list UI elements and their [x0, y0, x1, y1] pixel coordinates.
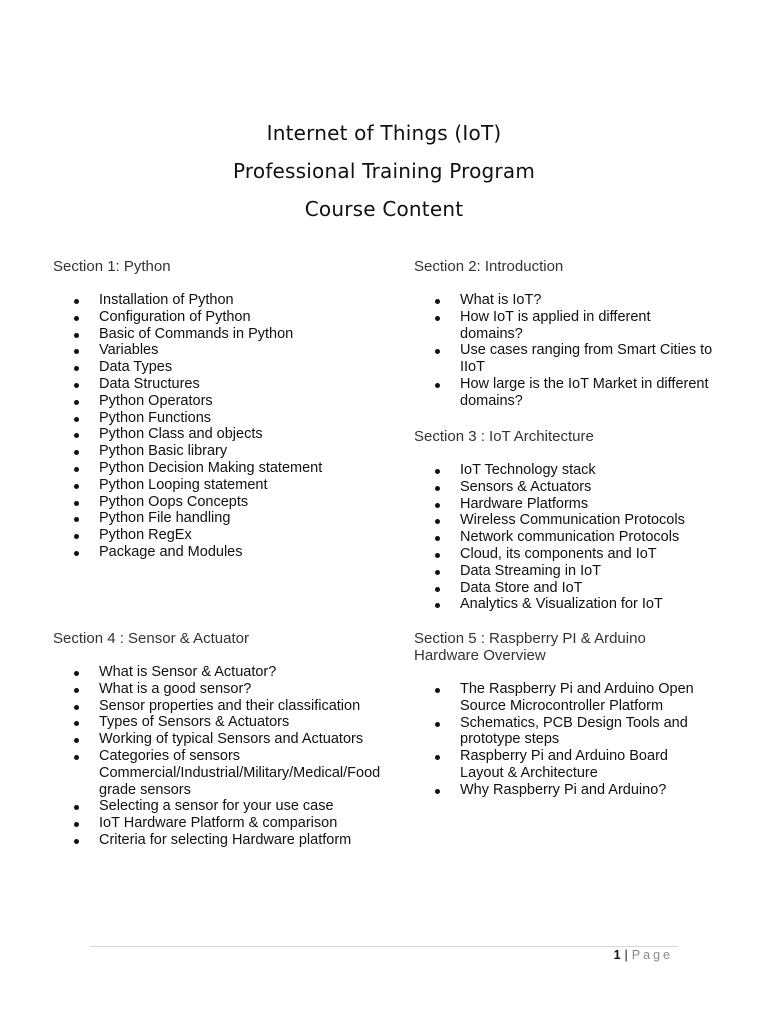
list-item — [53, 376, 383, 393]
bullet-icon — [74, 705, 79, 710]
title-line-2: Professional Training Program — [232, 159, 535, 183]
list-item-text: Cloud, its components and IoT — [460, 545, 657, 562]
list-item-text: Data Store and IoT — [460, 579, 583, 596]
list-item-text: Sensor properties and their classification — [99, 697, 361, 714]
list-item-text: Python RegEx — [99, 527, 192, 544]
list-item-text: Python Oops Concepts — [99, 493, 249, 510]
section-python — [53, 258, 383, 561]
list-item-text: Configuration of Python — [99, 308, 251, 325]
list-item-text: What is Sensor & Actuator? — [99, 664, 277, 680]
list-item — [53, 681, 408, 698]
list-item-text: Package and Modules — [99, 543, 243, 560]
bullet-icon — [74, 671, 79, 676]
list-item — [414, 748, 714, 782]
list-item — [414, 715, 714, 749]
list-item — [414, 342, 714, 376]
list-item — [414, 512, 714, 529]
list-item-text: IoT Hardware Platform & comparison — [99, 815, 338, 832]
list-item — [53, 393, 383, 410]
list-item-text: Python Looping statement — [99, 476, 268, 493]
list-item-text: Sensors & Actuators — [460, 478, 592, 495]
list-item-text: Criteria for selecting Hardware platform — [99, 831, 352, 848]
section-sensor-actuator — [53, 630, 408, 849]
section-introduction — [414, 258, 714, 410]
section-item-list — [53, 292, 383, 561]
bullet-icon — [74, 433, 79, 438]
bullet-icon — [435, 316, 440, 321]
list-item-text: IoT Technology stack — [460, 462, 596, 478]
list-item — [53, 359, 383, 376]
bullet-icon — [435, 349, 440, 354]
section-raspberry-arduino — [414, 630, 714, 799]
bullet-icon — [435, 519, 440, 524]
list-item-text: Categories of sensors Commercial/Industrial/Military/Medical/Food grade sensors — [99, 747, 381, 798]
list-item — [53, 527, 383, 544]
bullet-icon — [74, 534, 79, 539]
list-item-text: Hardware Platforms — [460, 495, 589, 512]
list-item — [53, 731, 408, 748]
list-item — [414, 580, 714, 597]
list-item-text: Types of Sensors & Actuators — [99, 714, 290, 731]
page-label: Page — [631, 948, 673, 962]
bullet-icon — [74, 721, 79, 726]
list-item — [414, 596, 714, 613]
list-item-text: What is IoT? — [460, 292, 542, 308]
list-item — [53, 815, 408, 832]
list-item-text: Analytics & Visualization for IoT — [460, 596, 663, 613]
list-item — [53, 832, 408, 849]
bullet-icon — [74, 839, 79, 844]
list-item-text: Schematics, PCB Design Tools and prototype steps — [460, 714, 688, 748]
list-item — [53, 309, 383, 326]
bullet-icon — [74, 366, 79, 371]
list-item-text: Raspberry Pi and Arduino Board Layout & Architecture — [460, 748, 668, 781]
list-item — [53, 326, 383, 343]
bullet-icon — [74, 417, 79, 422]
title-line-3: Course Content — [304, 197, 464, 221]
bullet-icon — [435, 486, 440, 491]
list-item — [53, 460, 383, 477]
section-heading: Section 4 : Sensor & Actuator — [53, 630, 249, 647]
bullet-icon — [435, 536, 440, 541]
bullet-icon — [74, 450, 79, 455]
list-item-text: Network communication Protocols — [460, 529, 680, 546]
bullet-icon — [435, 570, 440, 575]
bullet-icon — [435, 299, 440, 304]
bullet-icon — [74, 467, 79, 472]
bullet-icon — [74, 517, 79, 522]
list-item-text: Python File handling — [99, 510, 231, 527]
bullet-icon — [74, 349, 79, 354]
bullet-icon — [435, 503, 440, 508]
list-item — [53, 443, 383, 460]
bullet-icon — [74, 400, 79, 405]
section-heading: Section 1: Python — [53, 258, 171, 275]
bullet-icon — [74, 484, 79, 489]
list-item-text: How large is the IoT Market in different domains? — [460, 375, 709, 409]
list-item — [53, 698, 408, 715]
list-item — [53, 410, 383, 427]
document-title — [0, 114, 768, 228]
list-item — [414, 462, 714, 479]
bullet-icon — [74, 299, 79, 304]
bullet-icon — [74, 822, 79, 827]
list-item-text: Data Structures — [99, 375, 200, 392]
bullet-icon — [74, 316, 79, 321]
list-item-text: Python Class and objects — [99, 426, 263, 443]
list-item — [414, 376, 714, 410]
list-item-text: Why Raspberry Pi and Arduino? — [460, 781, 667, 798]
list-item — [414, 529, 714, 546]
bullet-icon — [74, 383, 79, 388]
list-item-text: Wireless Communication Protocols — [460, 512, 685, 529]
list-item-text: Python Basic library — [99, 443, 228, 460]
bullet-icon — [74, 333, 79, 338]
list-item — [53, 477, 383, 494]
list-item-text: The Raspberry Pi and Arduino Open Source Microcontroller Platform — [460, 681, 694, 714]
list-item — [414, 479, 714, 496]
bullet-icon — [74, 688, 79, 693]
bullet-icon — [435, 603, 440, 608]
bullet-icon — [435, 688, 440, 693]
bullet-icon — [435, 553, 440, 558]
list-item — [414, 681, 714, 715]
bullet-icon — [74, 738, 79, 743]
list-item-text: Data Types — [99, 359, 173, 376]
list-item — [414, 309, 714, 343]
list-item — [414, 782, 714, 799]
list-item — [53, 292, 383, 309]
page-number: 1 — [613, 948, 621, 962]
list-item — [53, 510, 383, 527]
list-item-text: Python Functions — [99, 409, 212, 426]
bullet-icon — [74, 551, 79, 556]
bullet-icon — [435, 755, 440, 760]
list-item — [53, 426, 383, 443]
list-item — [53, 544, 383, 561]
list-item — [53, 798, 408, 815]
list-item-text: Python Operators — [99, 392, 213, 409]
list-item — [53, 342, 383, 359]
bullet-icon — [435, 383, 440, 388]
list-item-text: Use cases ranging from Smart Cities to IIoT — [460, 342, 713, 376]
section-item-list — [414, 681, 714, 799]
section-heading: Section 5 : Raspberry PI & Arduino Hardware Overview — [414, 630, 646, 664]
list-item — [414, 546, 714, 563]
list-item-text: Variables — [99, 342, 159, 359]
bullet-icon — [435, 587, 440, 592]
title-line-1: Internet of Things (IoT) — [266, 121, 502, 145]
list-item — [414, 292, 714, 309]
section-heading: Section 3 : IoT Architecture — [414, 428, 594, 445]
list-item — [414, 563, 714, 580]
footer-divider — [90, 946, 678, 947]
list-item — [53, 664, 408, 681]
list-item-text: Working of typical Sensors and Actuators — [99, 731, 364, 748]
list-item — [53, 748, 408, 798]
section-heading: Section 2: Introduction — [414, 258, 564, 275]
list-item-text: Python Decision Making statement — [99, 459, 323, 476]
list-item — [414, 496, 714, 513]
list-item — [53, 494, 383, 511]
list-item-text: Basic of Commands in Python — [99, 325, 294, 342]
page-footer — [614, 947, 673, 963]
bullet-icon — [74, 755, 79, 760]
footer-separator: | — [624, 948, 628, 962]
list-item-text: Installation of Python — [99, 292, 234, 308]
bullet-icon — [74, 805, 79, 810]
list-item-text: Selecting a sensor for your use case — [99, 798, 334, 815]
section-iot-architecture — [414, 428, 714, 613]
section-item-list — [414, 292, 714, 410]
section-item-list — [53, 664, 408, 849]
bullet-icon — [435, 469, 440, 474]
list-item-text: How IoT is applied in different domains? — [460, 308, 651, 342]
bullet-icon — [435, 789, 440, 794]
section-item-list — [414, 462, 714, 613]
list-item-text: Data Streaming in IoT — [460, 562, 602, 579]
bullet-icon — [435, 722, 440, 727]
list-item — [53, 714, 408, 731]
bullet-icon — [74, 501, 79, 506]
list-item-text: What is a good sensor? — [99, 680, 252, 697]
